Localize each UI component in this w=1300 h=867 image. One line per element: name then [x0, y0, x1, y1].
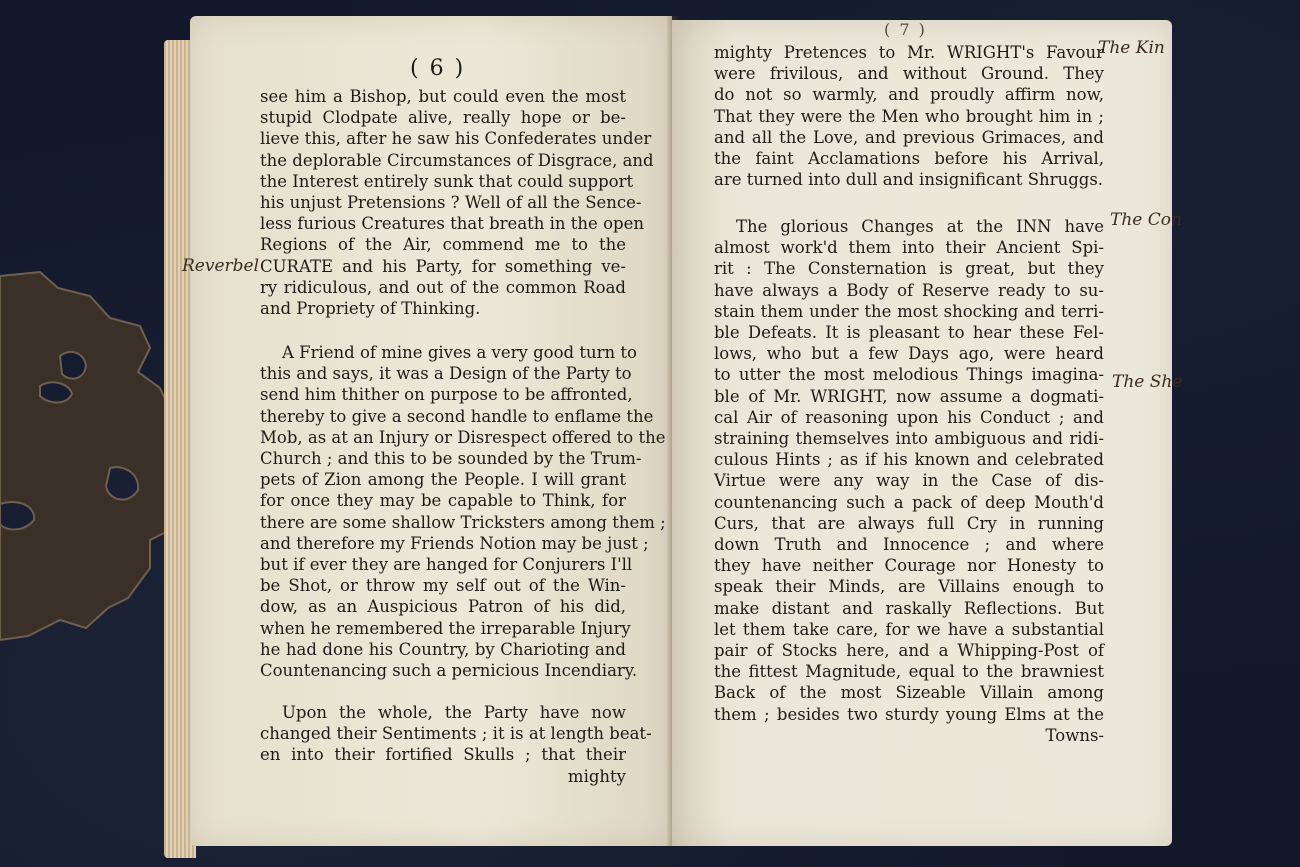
text-line: changed their Sentiments ; it is at length beat-	[260, 724, 652, 744]
text-line: speak their Minds, are Villains enough to	[714, 577, 1104, 597]
text-line: The glorious Changes at the INN have	[736, 217, 1104, 236]
text-line: send him thither on purpose to be affronted,	[260, 385, 633, 405]
text-line: have always a Body of Reserve ready to su-	[714, 280, 1104, 300]
text-line: countenancing such a pack of deep Mouth'd	[714, 492, 1104, 512]
text-line: see him a Bishop, but could even the most	[260, 87, 626, 106]
text-line: Towns-	[1045, 725, 1104, 745]
text-line: en into their fortified Skulls ; that their	[260, 745, 626, 765]
text-line: the faint Acclamations before his Arrival,	[714, 149, 1104, 169]
text-line: straining themselves into ambiguous and ridi-	[714, 429, 1104, 449]
text-line: dow, as an Auspicious Patron of his did,	[260, 597, 626, 617]
text-line: and all the Love, and previous Grimaces, and	[714, 127, 1104, 147]
text-line: and therefore my Friends Notion may be just ;	[260, 533, 649, 553]
text-line: he had done his Country, by Charioting and	[260, 639, 626, 659]
text-line: down Truth and Innocence ; and where	[714, 535, 1104, 555]
right-page-number: ( 7 )	[884, 20, 927, 39]
text-line: A Friend of mine gives a very good turn to	[282, 343, 637, 362]
text-line: Curs, that are always full Cry in running	[714, 513, 1104, 533]
text-line: for once they may be capable to Think, for	[260, 491, 626, 511]
left-margin-note: Reverbel	[182, 256, 260, 276]
text-line: but if ever they are hanged for Conjurers I'll	[260, 555, 633, 575]
left-paragraph-2	[260, 342, 666, 681]
text-line: the deplorable Circumstances of Disgrace, and	[260, 150, 654, 170]
text-line: are turned into dull and insignificant Shruggs.	[714, 170, 1104, 190]
left-page-number: ( 6 )	[410, 56, 466, 81]
text-line: there are some shallow Tricksters among them ;	[260, 512, 666, 532]
text-line: lows, who but a few Days ago, were heard	[714, 344, 1104, 364]
text-line: cal Air of reasoning upon his Conduct ; and	[714, 407, 1104, 427]
text-line: were frivilous, and without Ground. They	[714, 64, 1104, 84]
text-line: they have neither Courage nor Honesty to	[714, 556, 1104, 576]
text-line: rit : The Consternation is great, but they	[714, 259, 1104, 279]
text-line: to utter the most melodious Things imagina-	[714, 365, 1104, 385]
text-line: Church ; and this to be sounded by the Trum-	[260, 449, 642, 469]
text-line: pets of Zion among the People. I will grant	[260, 470, 626, 490]
text-line: That they were the Men who brought him in ;	[714, 106, 1104, 126]
text-line: pair of Stocks here, and a Whipping-Post of	[714, 641, 1104, 661]
text-line: this and says, it was a Design of the Party to	[260, 364, 632, 384]
text-line: CURATE and his Party, for something ve-	[260, 256, 626, 276]
text-line: almost work'd them into their Ancient Spi-	[714, 238, 1104, 258]
text-line: and Propriety of Thinking.	[260, 299, 481, 319]
text-line: stain them under the most shocking and terri-	[714, 301, 1104, 321]
text-line: let them take care, for we have a substantial	[714, 619, 1104, 639]
right-paragraph-2	[714, 216, 1104, 746]
right-margin-note-1: The Kin	[1098, 38, 1165, 58]
text-line: mighty	[567, 766, 626, 786]
text-line: mighty Pretences to Mr. WRIGHT's Favour	[714, 43, 1104, 62]
text-line: stupid Clodpate alive, really hope or be-	[260, 108, 626, 128]
text-line: Mob, as at an Injury or Disrespect offered to the	[260, 427, 666, 447]
text-line: when he remembered the irreparable Injury	[260, 618, 631, 638]
left-paragraph-1	[260, 86, 654, 319]
text-line: thereby to give a second handle to enflame the	[260, 406, 654, 426]
text-line: ry ridiculous, and out of the common Road	[260, 277, 626, 297]
text-line: Virtue were any way in the Case of dis-	[714, 471, 1104, 491]
text-line: less furious Creatures that breath in the open	[260, 214, 644, 234]
text-line: lieve this, after he saw his Confederates under	[260, 129, 652, 149]
text-line: do not so warmly, and proudly affirm now,	[714, 85, 1104, 105]
right-page	[672, 20, 1183, 846]
text-line: Countenancing such a pernicious Incendiary.	[260, 661, 638, 681]
left-page	[182, 16, 672, 846]
right-margin-note-3: The She	[1112, 372, 1183, 392]
text-line: culous Hints ; as if his known and celebrated	[714, 450, 1104, 470]
open-book	[160, 14, 1183, 850]
text-line: Regions of the Air, commend me to the	[260, 235, 626, 255]
left-paragraph-3	[260, 702, 652, 787]
text-line: them ; besides two sturdy young Elms at the	[714, 704, 1104, 724]
text-line: ble of Mr. WRIGHT, now assume a dogmati-	[714, 386, 1104, 406]
right-margin-note-2: The Con	[1110, 210, 1182, 230]
text-line: make distant and raskally Reflections. But	[714, 598, 1104, 618]
text-line: Upon the whole, the Party have now	[282, 703, 626, 722]
text-line: the fittest Magnitude, equal to the brawniest	[714, 662, 1104, 682]
text-line: Back of the most Sizeable Villain among	[714, 683, 1104, 703]
text-line: ble Defeats. It is pleasant to hear these Fel-	[714, 323, 1104, 343]
text-line: be Shot, or throw my self out of the Win-	[260, 576, 626, 596]
text-line: his unjust Pretensions ? Well of all the Sence-	[260, 193, 642, 213]
right-paragraph-1	[714, 42, 1104, 190]
text-line: the Interest entirely sunk that could support	[260, 171, 634, 191]
